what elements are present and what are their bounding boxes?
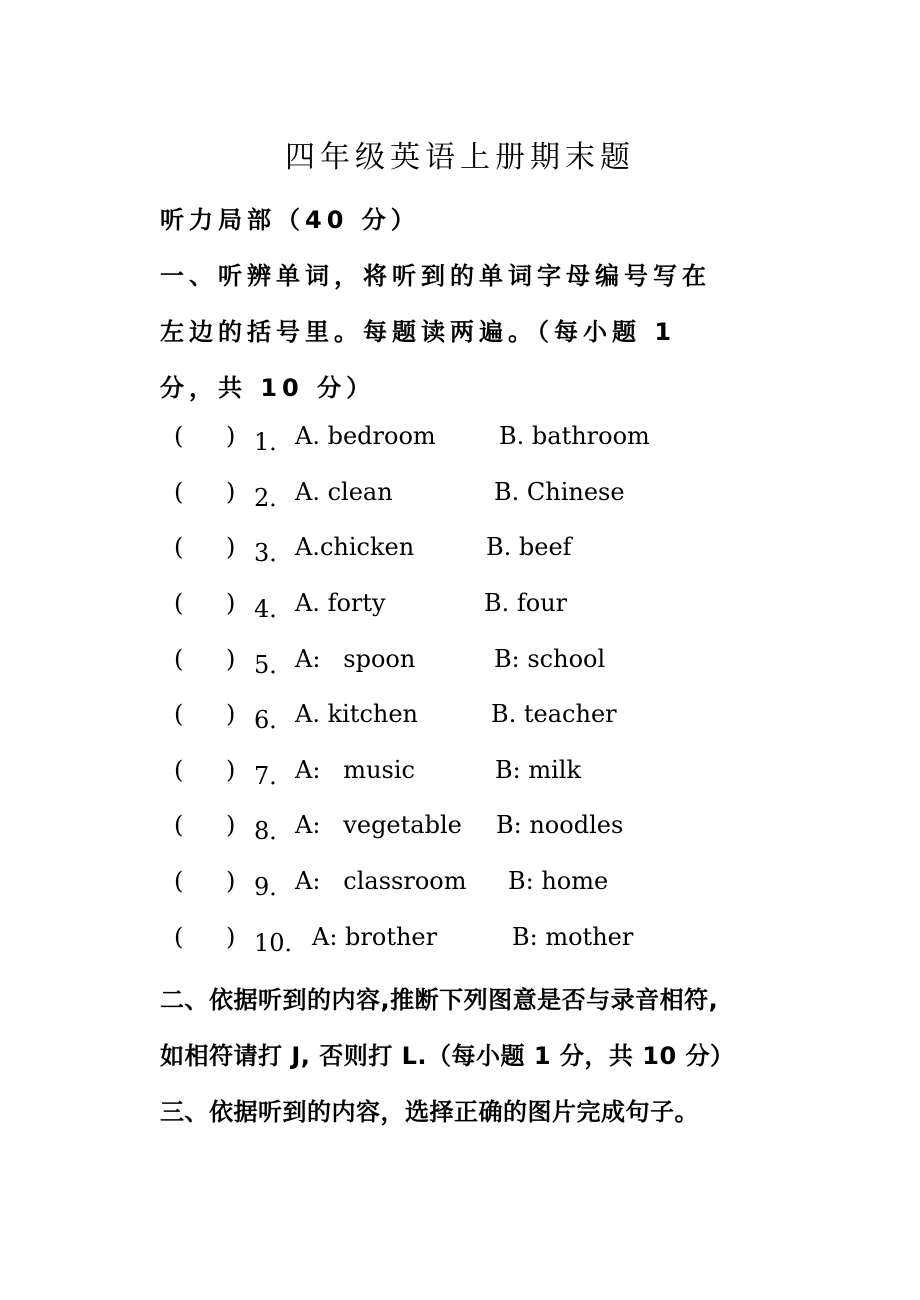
question-number: 2． xyxy=(254,484,294,512)
question-number: 10． xyxy=(254,929,309,957)
answer-bracket-open[interactable]: ( xyxy=(174,867,184,895)
answer-bracket-close: ) xyxy=(226,811,236,839)
section1-instruction-line1: 一、听辨单词，将听到的单词字母编号写在 xyxy=(160,262,711,290)
question-number: 8． xyxy=(254,817,294,845)
question-number: 4． xyxy=(254,595,294,623)
answer-bracket-open[interactable]: ( xyxy=(174,589,184,617)
option-a: A. bedroom xyxy=(295,422,436,450)
answer-bracket-open[interactable]: ( xyxy=(174,533,184,561)
answer-bracket-open[interactable]: ( xyxy=(174,923,184,951)
question-number: 3． xyxy=(254,539,294,567)
option-b: B. beef xyxy=(486,533,572,561)
question-number: 9． xyxy=(254,873,294,901)
question-number: 5． xyxy=(254,651,294,679)
answer-bracket-close: ) xyxy=(226,589,236,617)
option-a: A: brother xyxy=(312,923,438,951)
option-a: A: spoon xyxy=(295,645,416,673)
answer-bracket-open[interactable]: ( xyxy=(174,645,184,673)
answer-bracket-close: ) xyxy=(226,756,236,784)
page-title: 四年级英语上册期末题 xyxy=(285,140,635,175)
option-a: A. clean xyxy=(295,478,393,506)
option-b: B: milk xyxy=(495,756,582,784)
answer-bracket-close: ) xyxy=(226,478,236,506)
answer-bracket-close: ) xyxy=(226,533,236,561)
answer-bracket-close: ) xyxy=(226,923,236,951)
answer-bracket-open[interactable]: ( xyxy=(174,478,184,506)
question-number: 7． xyxy=(254,762,294,790)
option-b: B: school xyxy=(494,645,606,673)
option-b: B: home xyxy=(508,867,609,895)
answer-bracket-open[interactable]: ( xyxy=(174,756,184,784)
option-a: A: vegetable xyxy=(295,811,462,839)
option-a: A: music xyxy=(295,756,415,784)
section3-instruction-line1: 三、依据听到的内容，选择正确的图片完成句子。 xyxy=(160,1098,699,1126)
section1-instruction-line3: 分，共 10 分） xyxy=(160,374,376,402)
answer-bracket-open[interactable]: ( xyxy=(174,422,184,450)
option-b: B: noodles xyxy=(496,811,624,839)
section2-instruction-line1: 二、依据听到的内容,推断下列图意是否与录音相符, xyxy=(160,986,719,1014)
question-number: 1． xyxy=(254,428,294,456)
section1-instruction-line2: 左边的括号里。每题读两遍。（每小题 1 xyxy=(160,318,677,346)
answer-bracket-close: ) xyxy=(226,422,236,450)
answer-bracket-open[interactable]: ( xyxy=(174,811,184,839)
option-a: A.chicken xyxy=(295,533,415,561)
option-a: A. kitchen xyxy=(295,700,419,728)
answer-bracket-open[interactable]: ( xyxy=(174,700,184,728)
answer-bracket-close: ) xyxy=(226,700,236,728)
answer-bracket-close: ) xyxy=(226,867,236,895)
answer-bracket-close: ) xyxy=(226,645,236,673)
option-b: B. four xyxy=(484,589,568,617)
option-b: B. Chinese xyxy=(494,478,625,506)
option-a: A. forty xyxy=(295,589,386,617)
question-number: 6． xyxy=(254,706,294,734)
section2-instruction-line2: 如相符请打 J, 否则打 L.（每小题 1 分，共 10 分） xyxy=(160,1042,735,1070)
option-b: B. bathroom xyxy=(499,422,650,450)
option-b: B: mother xyxy=(512,923,634,951)
option-a: A: classroom xyxy=(295,867,467,895)
option-b: B. teacher xyxy=(491,700,617,728)
listening-section-header: 听力局部（40 分） xyxy=(160,206,420,234)
